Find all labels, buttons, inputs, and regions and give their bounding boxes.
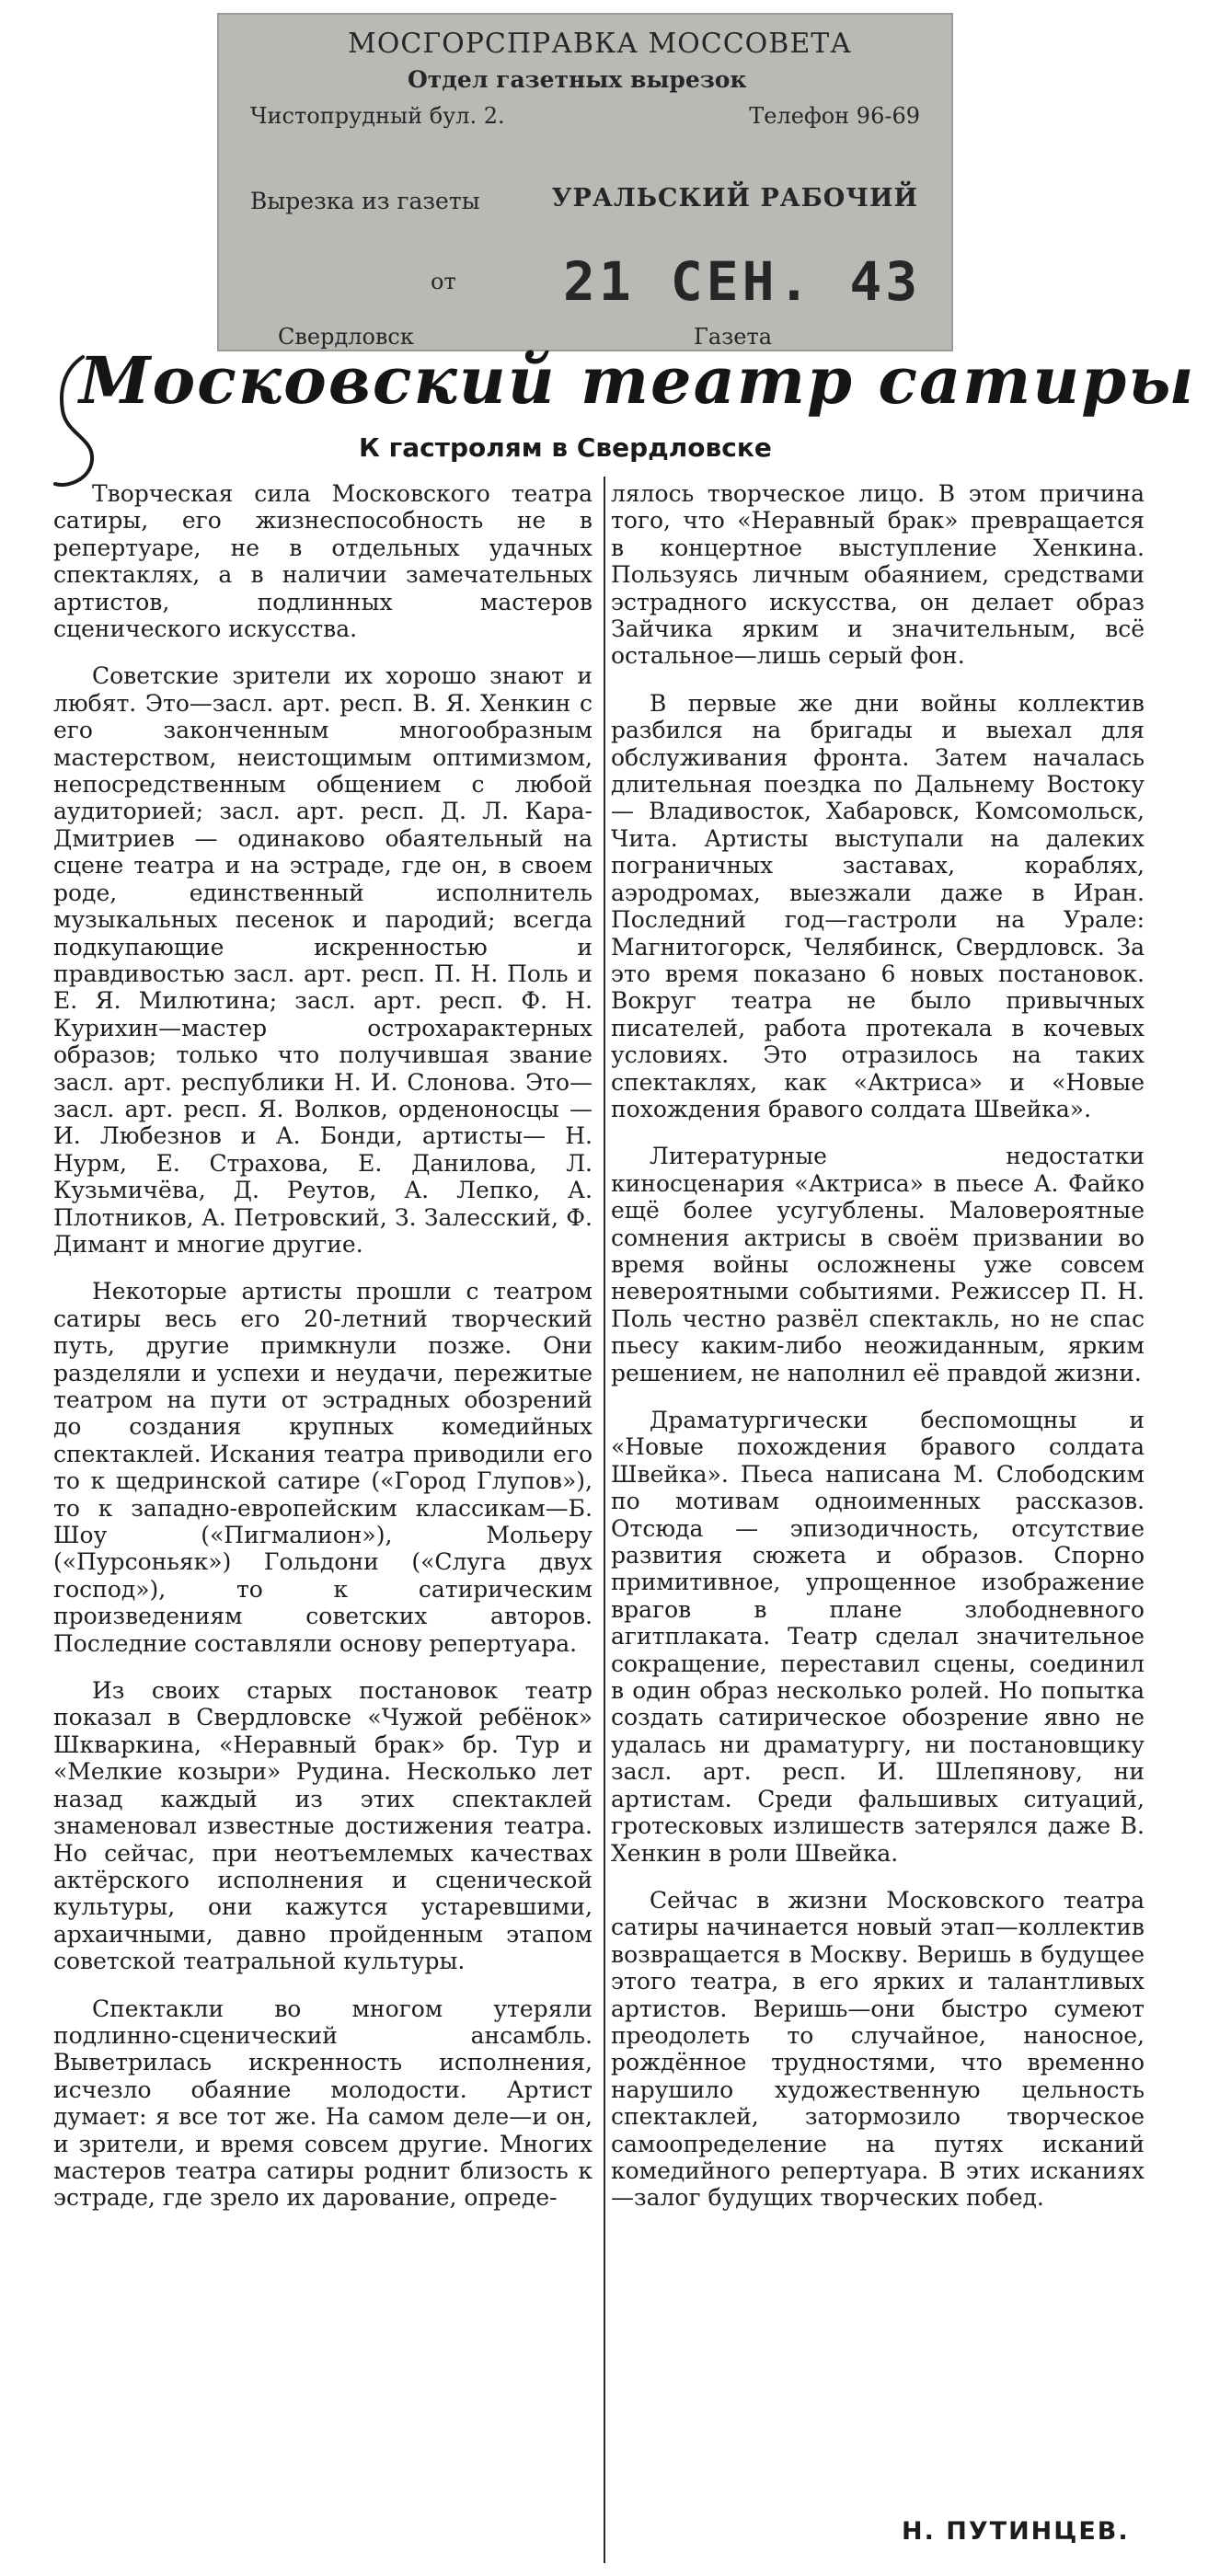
stamp-phone: Телефон 96-69 <box>749 103 920 129</box>
paragraph-continuation: лялось творческое лицо. В этом причина того, что «Неравный брак» превращается в концертное выступление Хенкина. Пользуясь личным обаянием, средствами эстрадного искусства, он делает образ Зайчика ярким и значительным, всё остальное—лишь серый фон. <box>611 480 1145 670</box>
article-subtitle: К гастролям в Свердловске <box>359 432 772 463</box>
article-right-column <box>611 480 1145 2232</box>
author-signature: Н. ПУТИНЦЕВ. <box>902 2517 1130 2546</box>
column-divider <box>604 477 605 2563</box>
stamp-date: 21 СЕН. 43 <box>563 250 922 313</box>
stamp-type-label: Газета <box>694 324 773 350</box>
stamp-cut-label: Вырезка из газеты <box>250 188 480 214</box>
paragraph: Драматургически беспомощны и «Новые похождения бравого солдата Швейка». Пьеса написана М. Слободским по мотивам одноименных рассказов. Отсюда — эпизодичность, отсутствие развития сюжета и образов. Спорно примитивное, упрощенное изображение врагов в плане злободневного агитплаката. Театр сделал значительное сокращение, переставил сцены, соединил в один образ несколько ролей. Но попытка создать сатирическое обозрение явно не удалась ни драматургу, ни постановщику засл. арт. респ. И. Шлепянову, ни артистам. Среди фальшивых ситуаций, гротесковых излишеств затерялся даже В. Хенкин в роли Швейка. <box>611 1407 1145 1867</box>
paragraph: Спектакли во многом утеряли подлинно-сценический ансамбль. Выветрилась искренность исполнения, исчезло обаяние молодости. Артист думает: я все тот же. На самом деле—и он, и зрители, и время совсем другие. Многих мастеров театра сатиры роднит близость к эстраде, где зрело их дарование, опреде- <box>53 1995 592 2212</box>
stamp-organization: МОСГОРСПРАВКА МОССОВЕТА <box>348 28 852 60</box>
article-left-column <box>53 480 592 2232</box>
stamp-address: Чистопрудный бул. 2. <box>250 103 505 129</box>
paragraph: Некоторые артисты прошли с театром сатиры весь его 20-летний творческий путь, другие примкнули позже. Они разделяли и успехи и неудачи, пережитые театром на пути от эстрадных обозрений до создания крупных комедийных спектаклей. Искания театра приводили его то к щедринской сатире («Город Глупов»), то к западно-европейским классикам—Б. Шоу («Пигмалион»), Мольеру («Пурсоньяк») Гольдони («Слуга двух господ»), то к сатирическим произведениям советских авторов. Последние составляли основу репертуара. <box>53 1278 592 1657</box>
stamp-from-label: от <box>431 269 456 294</box>
paragraph: Творческая сила Московского театра сатиры, его жизнеспособность не в репертуаре, не в отдельных удачных спектаклях, а в наличии замечательных артистов, подлинных мастеров сценического искусства. <box>53 480 592 643</box>
paragraph: Сейчас в жизни Московского театра сатиры начинается новый этап—коллектив возвращается в Москву. Веришь в будущее этого театра, в его ярких и талантливых артистов. Веришь—они быстро сумеют преодолеть то случайное, наносное, рождённое трудностями, что временно нарушило художественную цельность спектаклей, затормозило творческое самоопределение на путях исканий комедийного репертуара. В этих исканиях—залог будущих творческих побед. <box>611 1886 1145 2212</box>
paragraph: В первые же дни войны коллектив разбился на бригады и выехал для обслуживания фронта. Затем началась длительная поездка по Дальнему Востоку — Владивосток, Хабаровск, Комсомольск, Чита. Артисты выступали на далеких пограничных заставах, кораблях, аэродромах, выезжали даже в Иран. Последний год—гастроли на Урале: Магнитогорск, Челябинск, Свердловск. За это время показано 6 новых постановок. Вокруг театра не было привычных писателей, работа протекала в кочевых условиях. Это отразилось на таких спектаклях, как «Актриса» и «Новые похождения бравого солдата Швейка». <box>611 689 1145 1122</box>
stamp-department: Отдел газетных вырезок <box>408 66 747 93</box>
paragraph: Из своих старых постановок театр показал в Свердловске «Чужой ребёнок» Шкваркина, «Неравный брак» бр. Тур и «Мелкие козыри» Рудина. Несколько лет назад каждый из этих спектаклей знаменовал известные достижения театра. Но сейчас, при неотъемлемых качествах актёрского исполнения и сценической культуры, они кажутся устаревшими, архаичными, давно пройденным этапом советской театральной культуры. <box>53 1677 592 1975</box>
clipping-service-stamp <box>217 13 953 351</box>
paragraph: Советские зрители их хорошо знают и любят. Это—засл. арт. респ. В. Я. Хенкин с его законченным многообразным мастерством, неистощимым оптимизмом, непосредственным общением с любой аудиторией; засл. арт. респ. Д. Л. Кара-Дмитриев — одинаково обаятельный на сцене театра и на эстраде, где он, в своем роде, единственный исполнитель музыкальных песенок и пародий; всегда подкупающие искренностью и правдивостью засл. арт. респ. П. Н. Поль и Е. Я. Милютина; засл. арт. респ. Ф. Н. Курихин—мастер острохарактерных образов; только что получившая звание засл. арт. республики Н. И. Слонова. Это—засл. арт. респ. Я. Волков, орденоносцы — И. Любезнов и А. Бонди, артисты— Н. Нурм, Е. Страхова, Е. Данилова, Л. Кузьмичёва, Д. Реутов, А. Лепко, А. Плотников, А. Петровский, З. Залесский, Ф. Димант и многие другие. <box>53 662 592 1258</box>
article-title: Московский театр сатиры <box>79 342 1196 419</box>
stamp-newspaper-name: УРАЛЬСКИЙ РАБОЧИЙ <box>551 184 918 213</box>
paragraph: Литературные недостатки киносценария «Актриса» в пьесе А. Файко ещё более усугублены. Маловероятные сомнения актрисы в своём призвании во время войны осложнены уже совсем невероятными событиями. Режиссер П. Н. Поль честно развёл спектакль, но не спас пьесу каким-либо неожиданным, ярким решением, не наполнил её правдой жизни. <box>611 1143 1145 1386</box>
stamp-city: Свердловск <box>278 324 414 350</box>
